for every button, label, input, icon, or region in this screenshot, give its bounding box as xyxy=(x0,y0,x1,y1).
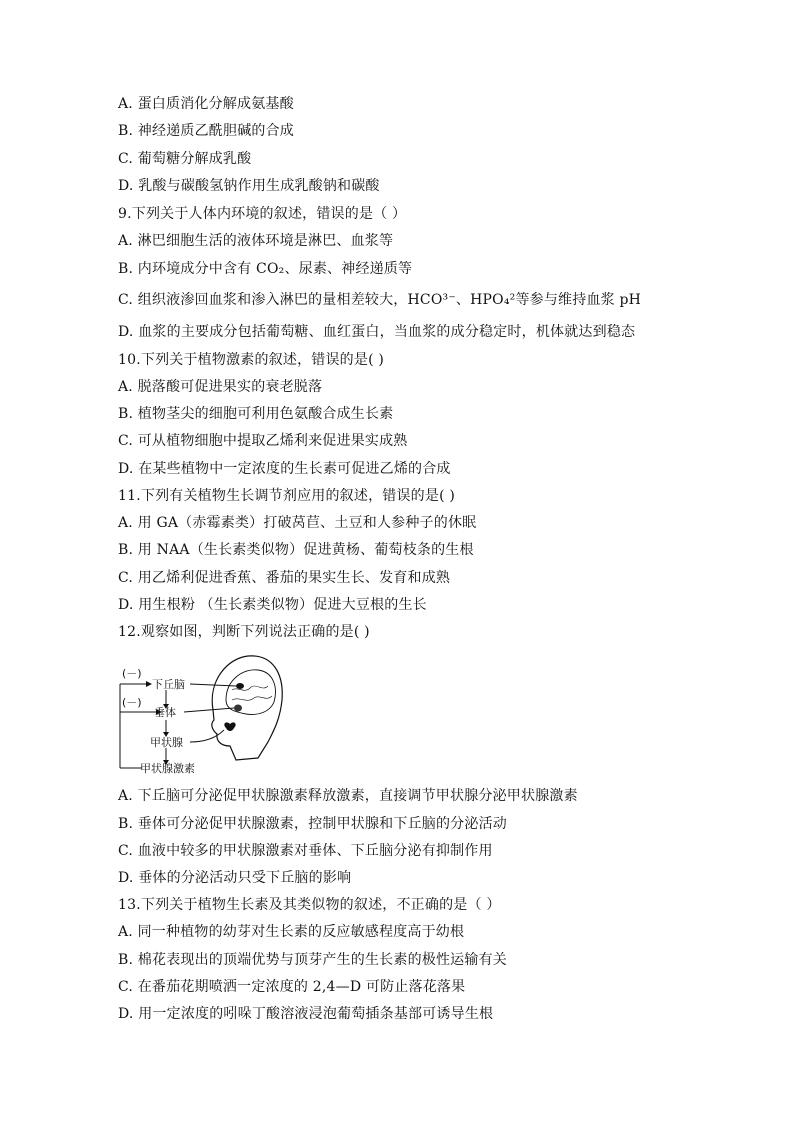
q12-option-c: C. 血液中较多的甲状腺激素对垂体、下丘脑分泌有抑制作用 xyxy=(118,843,493,859)
q10-option-a: A. 脱落酸可促进果实的衰老脱落 xyxy=(118,379,323,395)
q8-option-d: D. 乳酸与碳酸氢钠作用生成乳酸钠和碳酸 xyxy=(118,178,380,194)
q13-option-c: C. 在番茄花期喷洒一定浓度的 2,4—D 可防止落花落果 xyxy=(118,979,466,995)
q10-option-b: B. 植物茎尖的细胞可利用色氨酸合成生长素 xyxy=(118,406,394,422)
q12-option-b: B. 垂体可分泌促甲状腺激素，控制甲状腺和下丘脑的分泌活动 xyxy=(118,816,507,832)
q12-option-d: D. 垂体的分泌活动只受下丘脑的影响 xyxy=(118,870,352,886)
q13-stem: 13.下列关于植物生长素及其类似物的叙述，不正确的是（ ） xyxy=(118,897,501,913)
q10-stem: 10.下列关于植物激素的叙述，错误的是( ) xyxy=(118,352,385,368)
pituitary-label: 垂体 xyxy=(154,706,176,719)
q11-option-b: B. 用 NAA（生长素类似物）促进黄杨、葡萄枝条的生根 xyxy=(118,542,474,558)
hypothalamus-label: 下丘脑 xyxy=(152,678,185,691)
q8-option-a: A. 蛋白质消化分解成氨基酸 xyxy=(118,96,294,112)
q11-option-c: C. 用乙烯利促进香蕉、番茄的果实生长、发育和成熟 xyxy=(118,570,451,586)
q13-option-b: B. 棉花表现出的顶端优势与顶芽产生的生长素的极性运输有关 xyxy=(118,952,507,968)
q9-option-d: D. 血浆的主要成分包括葡萄糖、血红蛋白，当血浆的成分稳定时，机体就达到稳态 xyxy=(118,324,636,340)
q11-option-a: A. 用 GA（赤霉素类）打破莴苣、土豆和人参种子的休眠 xyxy=(118,515,477,531)
q8-option-c: C. 葡萄糖分解成乳酸 xyxy=(118,151,252,167)
q9-stem: 9.下列关于人体内环境的叙述，错误的是（ ） xyxy=(118,206,407,222)
q12-option-a: A. 下丘脑可分泌促甲状腺激素释放激素，直接调节甲状腺分泌甲状腺激素 xyxy=(118,788,578,804)
thyroid-mark xyxy=(224,722,235,731)
q8-option-b: B. 神经递质乙酰胆碱的合成 xyxy=(118,123,294,139)
q11-option-d: D. 用生根粉 （生长素类似物）促进大豆根的生长 xyxy=(118,597,427,613)
q13-option-d: D. 用一定浓度的吲哚丁酸溶液浸泡葡萄插条基部可诱导生根 xyxy=(118,1006,494,1022)
feedback-negative-label-2: (－) xyxy=(122,696,142,709)
hypothalamus-pituitary-thyroid-diagram xyxy=(118,650,288,780)
q11-stem: 11.下列有关植物生长调节剂应用的叙述，错误的是( ) xyxy=(118,488,456,504)
thyroid-hormone-label: 甲状腺激素 xyxy=(140,762,195,775)
q12-stem: 12.观察如图，判断下列说法正确的是( ) xyxy=(118,624,370,640)
feedback-negative-label-1: (－) xyxy=(122,667,142,680)
diagram-svg xyxy=(118,650,288,780)
q13-option-a: A. 同一种植物的幼芽对生长素的反应敏感程度高于幼根 xyxy=(118,924,465,940)
q9-option-a: A. 淋巴细胞生活的液体环境是淋巴、血浆等 xyxy=(118,233,394,249)
head-outline xyxy=(212,656,282,760)
q10-option-c: C. 可从植物细胞中提取乙烯利来促进果实成熟 xyxy=(118,433,408,449)
thyroid-label: 甲状腺 xyxy=(150,736,183,749)
pituitary-mark xyxy=(234,705,242,712)
q9-option-b: B. 内环境成分中含有 CO₂、尿素、神经递质等 xyxy=(118,261,413,277)
q10-option-d: D. 在某些植物中一定浓度的生长素可促进乙烯的合成 xyxy=(118,461,451,477)
hypothalamus-mark xyxy=(236,683,244,689)
q9-option-c: C. 组织液渗回血浆和渗入淋巴的量相差较大，HCO³⁻、HPO₄²等参与维持血浆 pH xyxy=(118,292,642,308)
